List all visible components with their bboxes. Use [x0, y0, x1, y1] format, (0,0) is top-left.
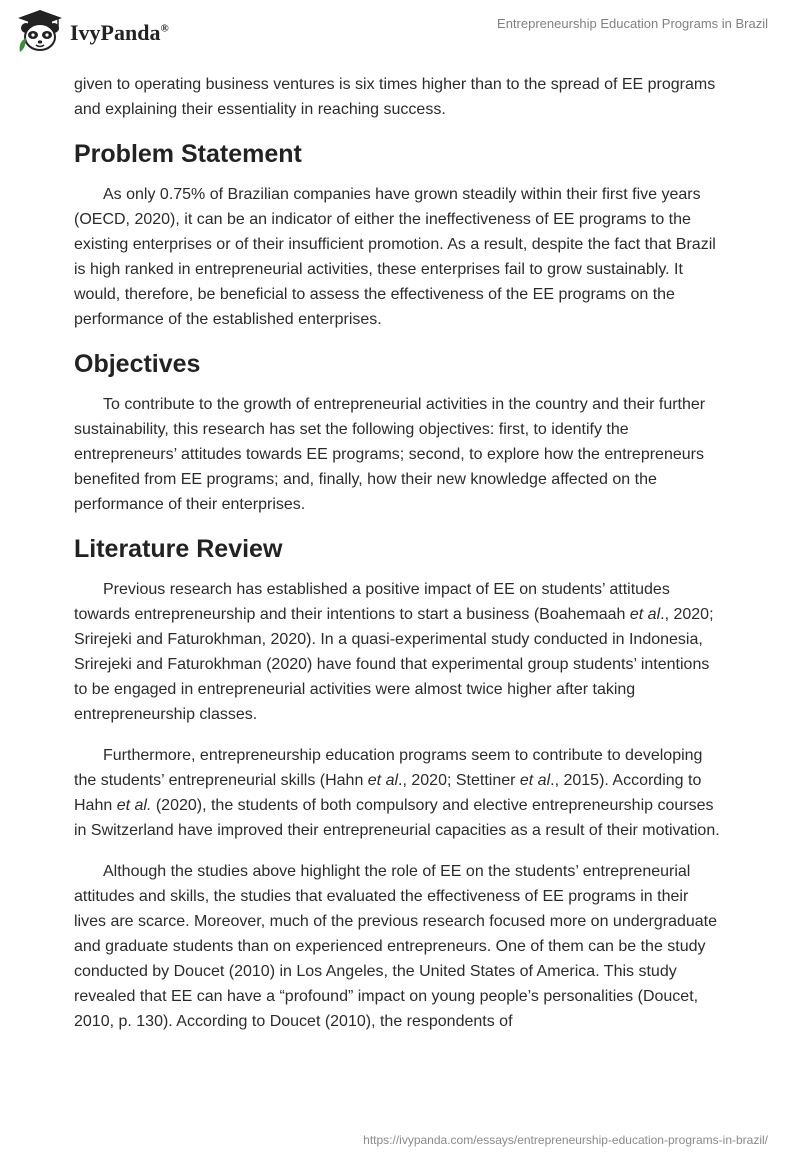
problem-statement-paragraph: As only 0.75% of Brazilian companies have grown steadily within their first five years (OECD, 2020), it can be an indicator of either the ineffectiveness of EE programs to the existing enterprises or of their insufficient promotion. As a result, despite the fact that Brazil is high ranked in entrepreneurial activities, these enterprises fail to grow sustainably. It would, therefore, be beneficial to assess the effectiveness of the EE programs on the performance of the established enterprises. [74, 186, 716, 328]
document-title: Entrepreneurship Education Programs in Brazil [497, 16, 768, 31]
objectives-paragraph: To contribute to the growth of entrepreneurial activities in the country and their further sustainability, this research has set the following objectives: first, to identify the entrepreneurs’ attitudes towards EE programs; second, to explore how the entrepreneurs benefited from EE programs; and, finally, how their new knowledge affected on the performance of their enterprises. [74, 396, 706, 513]
literature-review-paragraph-3: Although the studies above highlight the role of EE on the students’ entrepreneurial attitudes and skills, the studies that evaluated the effectiveness of EE programs in their lives are scarce. Moreover, much of the previous research focused more on undergraduate and graduate students than on experienced entrepreneurs. One of them can be the study conducted by Doucet (2010) in Los Angeles, the United States of America. This study revealed that EE can have a “profound” impact on young people’s personalities (Doucet, 2010, p. 130). According to Doucet (2010), the respondents of [74, 863, 717, 1030]
literature-review-paragraph-1: Previous research has established a positive impact of EE on students’ attitudes towards entrepreneurship and their intentions to start a business (Boahemaah et al., 2020; Srirejeki and Faturokhman, 2020). In a quasi-experimental study conducted in Indonesia, Srirejeki and Faturokhman (2020) have found that experimental group students’ intentions to be engaged in entrepreneurial activities were almost twice higher after taking entrepreneurship classes. [74, 581, 714, 723]
literature-review-paragraph-2: Furthermore, entrepreneurship education programs seem to contribute to developing the students’ entrepreneurial skills (Hahn et al., 2020; Stettiner et al., 2015). According to Hahn et al. (2020), the students of both compulsory and elective entrepreneurship courses in Switzerland have improved their entrepreneurial capacities as a result of their motivation. [74, 747, 720, 839]
intro-paragraph: given to operating business ventures is six times higher than to the spread of EE programs and explaining their essentiality in reaching success. [74, 76, 716, 118]
essay-content [74, 72, 724, 1050]
literature-review-heading: Literature Review [74, 535, 283, 563]
objectives-heading: Objectives [74, 350, 201, 378]
source-url[interactable]: https://ivypanda.com/essays/entrepreneurship-education-programs-in-brazil/ [363, 1133, 768, 1147]
logo-wordmark: IvyPanda® [70, 20, 169, 45]
panda-graduate-icon [14, 8, 66, 54]
ivypanda-logo[interactable] [14, 8, 169, 54]
page-header [0, 0, 800, 70]
problem-statement-heading: Problem Statement [74, 140, 302, 168]
